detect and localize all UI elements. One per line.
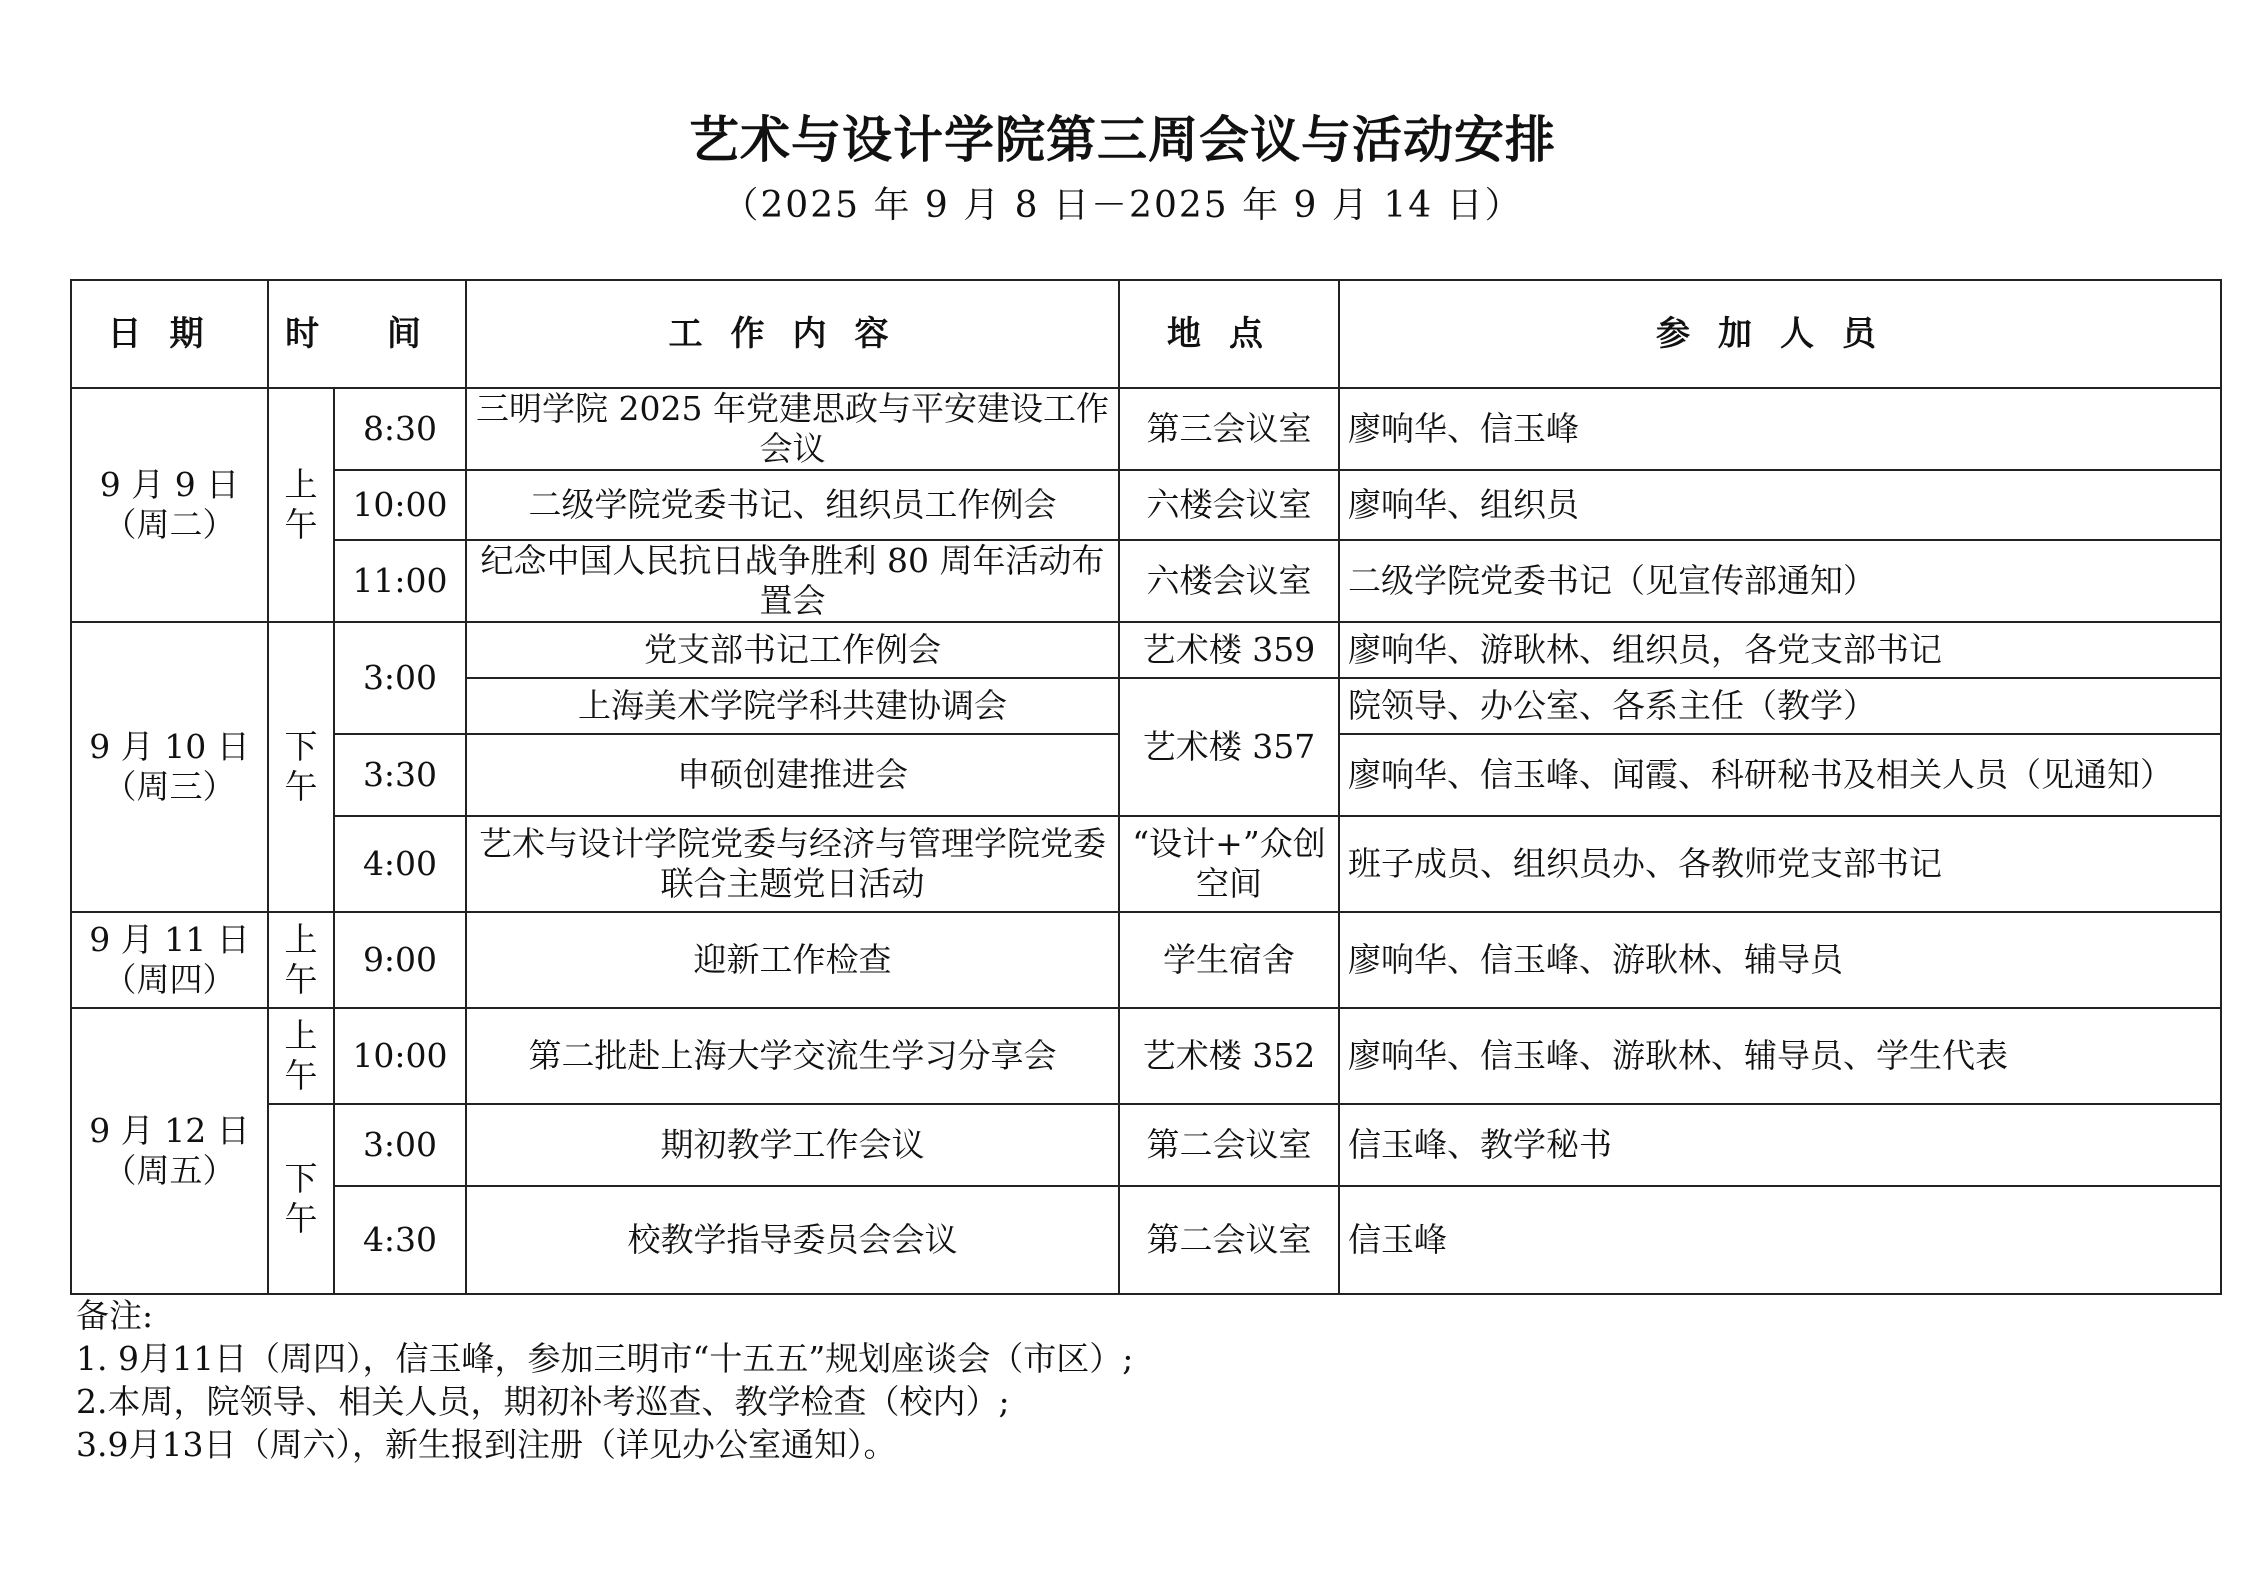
location-cell: 第二会议室 (1119, 1104, 1339, 1186)
time-cell: 10:00 (334, 1008, 466, 1104)
header-row (71, 280, 2221, 388)
attendees-cell: 廖响华、信玉峰 (1339, 388, 2221, 470)
period-char: 午 (284, 960, 318, 999)
table-row (71, 816, 2221, 912)
period-char: 午 (284, 1056, 318, 1095)
period-cell (268, 1104, 334, 1294)
period-char: 上 (284, 465, 318, 505)
time-cell: 10:00 (334, 470, 466, 540)
weekday-text: （周五） (103, 1151, 236, 1190)
period-char: 下 (284, 1159, 318, 1199)
content-cell: 第二批赴上海大学交流生学习分享会 (466, 1008, 1119, 1104)
location-cell: 艺术楼 359 (1119, 622, 1339, 678)
weekday-text: （周四） (103, 960, 236, 999)
content-cell: 期初教学工作会议 (466, 1104, 1119, 1186)
period-char: 午 (284, 505, 318, 544)
header-date: 日期 (71, 280, 268, 388)
attendees-cell: 班子成员、组织员办、各教师党支部书记 (1339, 816, 2221, 912)
period-char: 下 (284, 727, 318, 767)
table-row (71, 388, 2221, 470)
time-cell: 3:00 (334, 622, 466, 734)
note-item: 3.9月13日（周六），新生报到注册（详见办公室通知）。 (76, 1425, 897, 1464)
header-content: 工作内容 (466, 280, 1119, 388)
attendees-cell: 廖响华、信玉峰、闻霞、科研秘书及相关人员（见通知） (1339, 734, 2221, 816)
period-cell (268, 622, 334, 912)
date-cell (71, 1008, 268, 1294)
location-cell: 艺术楼 357 (1119, 678, 1339, 816)
date-text: 9 月 10 日 (89, 727, 250, 767)
date-text: 9 月 12 日 (89, 1111, 250, 1151)
attendees-cell: 院领导、办公室、各系主任（教学） (1339, 678, 2221, 734)
location-cell: 学生宿舍 (1119, 912, 1339, 1008)
location-cell: 六楼会议室 (1119, 540, 1339, 622)
content-cell: 申硕创建推进会 (466, 734, 1119, 816)
period-cell (268, 388, 334, 622)
time-cell: 8:30 (334, 388, 466, 470)
content-cell: 纪念中国人民抗日战争胜利 80 周年活动布置会 (466, 540, 1119, 622)
attendees-cell: 二级学院党委书记（见宣传部通知） (1339, 540, 2221, 622)
location-cell: 六楼会议室 (1119, 470, 1339, 540)
content-cell: 迎新工作检查 (466, 912, 1119, 1008)
table-row (71, 1008, 2221, 1104)
table-row (71, 1186, 2221, 1294)
date-cell (71, 912, 268, 1008)
attendees-cell: 信玉峰、教学秘书 (1339, 1104, 2221, 1186)
period-char: 午 (284, 767, 318, 806)
period-char: 上 (284, 1016, 318, 1056)
table-row (71, 912, 2221, 1008)
header-time: 时 间 (268, 280, 466, 388)
period-cell (268, 912, 334, 1008)
table-row (71, 622, 2221, 678)
date-range: （2025 年 9 月 8 日－2025 年 9 月 14 日） (722, 185, 1523, 226)
time-cell: 4:00 (334, 816, 466, 912)
time-cell: 4:30 (334, 1186, 466, 1294)
note-item: 2.本周，院领导、相关人员，期初补考巡查、教学检查（校内）; (76, 1382, 1010, 1421)
attendees-cell: 廖响华、组织员 (1339, 470, 2221, 540)
location-cell: 艺术楼 352 (1119, 1008, 1339, 1104)
table-row (71, 540, 2221, 622)
location-cell: “设计+”众创空间 (1119, 816, 1339, 912)
time-cell: 3:30 (334, 734, 466, 816)
content-cell: 党支部书记工作例会 (466, 622, 1119, 678)
period-char: 上 (284, 920, 318, 960)
date-text: 9 月 11 日 (89, 920, 250, 960)
notes-heading: 备注: (76, 1296, 154, 1335)
content-cell: 校教学指导委员会会议 (466, 1186, 1119, 1294)
table-row (71, 1104, 2221, 1186)
attendees-cell: 廖响华、信玉峰、游耿林、辅导员 (1339, 912, 2221, 1008)
content-cell: 上海美术学院学科共建协调会 (466, 678, 1119, 734)
header-location: 地点 (1119, 280, 1339, 388)
period-char: 午 (284, 1199, 318, 1238)
note-item: 1. 9月11日（周四），信玉峰，参加三明市“十五五”规划座谈会（市区）; (76, 1339, 1134, 1378)
attendees-cell: 信玉峰 (1339, 1186, 2221, 1294)
date-cell (71, 388, 268, 622)
content-cell: 三明学院 2025 年党建思政与平安建设工作会议 (466, 388, 1119, 470)
weekday-text: （周三） (103, 767, 236, 806)
schedule-table (70, 279, 2222, 1295)
content-cell: 二级学院党委书记、组织员工作例会 (466, 470, 1119, 540)
period-cell (268, 1008, 334, 1104)
page-title: 艺术与设计学院第三周会议与活动安排 (689, 110, 1556, 169)
date-text: 9 月 9 日 (99, 465, 240, 505)
content-cell: 艺术与设计学院党委与经济与管理学院党委联合主题党日活动 (466, 816, 1119, 912)
time-cell: 3:00 (334, 1104, 466, 1186)
weekday-text: （周二） (103, 505, 236, 544)
time-cell: 9:00 (334, 912, 466, 1008)
table-row (71, 470, 2221, 540)
location-cell: 第二会议室 (1119, 1186, 1339, 1294)
attendees-cell: 廖响华、游耿林、组织员，各党支部书记 (1339, 622, 2221, 678)
time-cell: 11:00 (334, 540, 466, 622)
header-attendees: 参加人员 (1339, 280, 2221, 388)
notes (76, 1294, 1133, 1466)
attendees-cell: 廖响华、信玉峰、游耿林、辅导员、学生代表 (1339, 1008, 2221, 1104)
date-cell (71, 622, 268, 912)
location-cell: 第三会议室 (1119, 388, 1339, 470)
